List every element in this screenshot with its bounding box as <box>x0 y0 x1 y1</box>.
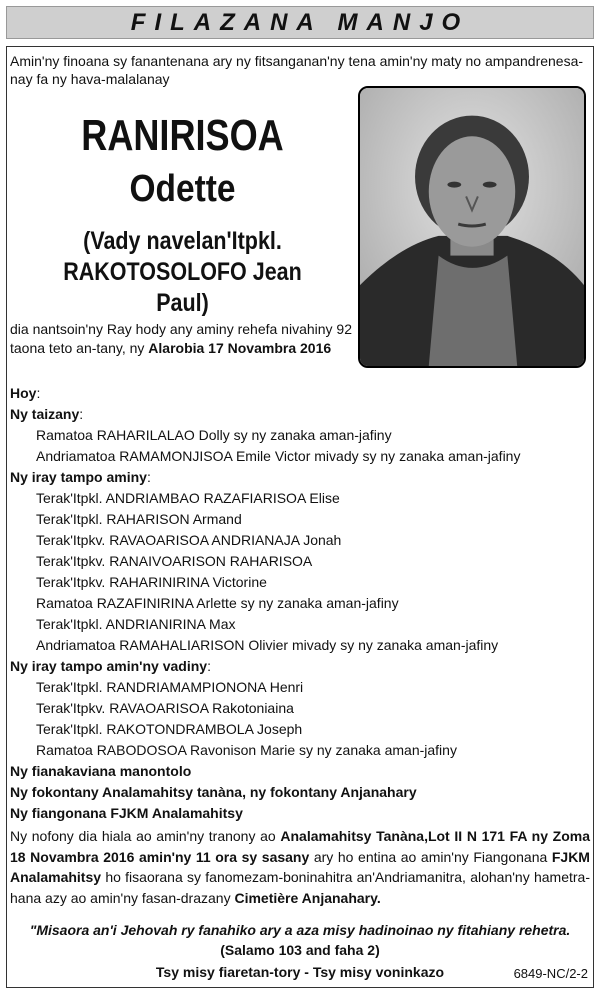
deceased-surname: RANIRISOA <box>81 111 284 160</box>
section3-title: Ny iray tampo amin'ny vadiny <box>10 658 208 674</box>
funeral-location: Analamahitsy Tanàna,Lot II N 171 FA ny Zoma 18 Novambra 2016 amin'ny 11 ora sy sasany <box>10 828 591 865</box>
section-heading: Ny iray tampo aminy: <box>10 469 151 485</box>
bible-quote <box>10 920 590 960</box>
section-heading: Ny iray tampo amin'ny vadiny: <box>10 658 211 674</box>
family-member: Ramatoa RAZAFINIRINA Arlette sy ny zanaka aman-jafiny <box>36 595 399 611</box>
reference-code: 6849-NC/2-2 <box>513 966 588 981</box>
death-date: Alarobia 17 Novambra 2016 <box>148 340 332 356</box>
family-member: Terak'Itpkl. RAKOTONDRAMBOLA Joseph <box>36 721 303 737</box>
deceased-given-name: Odette <box>129 168 236 210</box>
funeral-cemetery: Cimetière Anjanahary. <box>234 889 381 906</box>
family-member: Andriamatoa RAMAMONJISOA Emile Victor mivady sy ny zanaka aman-jafiny <box>36 448 521 464</box>
family-member: Terak'Itpkv. RAVAOARISOA Rakotoniaina <box>36 700 294 716</box>
family-member: Andriamatoa RAMAHALIARISON Olivier mivady sy ny zanaka aman-jafiny <box>36 637 499 653</box>
notice-title: FILAZANA MANJO <box>130 8 470 36</box>
family-member: Ramatoa RABODOSOA Ravonison Marie sy ny zanaka aman-jafiny <box>36 742 457 758</box>
funeral-text-1: Ny nofony dia hiala ao amin'ny tranony ao <box>10 828 281 844</box>
family-member: Terak'Itpkl. RANDRIAMAMPIONONA Henri <box>36 679 304 695</box>
section2-title: Ny iray tampo aminy <box>10 469 147 485</box>
family-member: Terak'Itpkv. RAHARINIRINA Victorine <box>36 574 267 590</box>
closing-line: Ny fokontany Analamahitsy tanàna, ny fokontany Anjanahary <box>10 784 417 800</box>
section1-title: Ny taizany <box>10 406 80 422</box>
family-member: Terak'Itpkv. RAVAOARISOA ANDRIANAJA Jonah <box>36 532 342 548</box>
footer-notice: Tsy misy fiaretan-tory - Tsy misy voninkazo <box>155 964 445 980</box>
funeral-details <box>10 826 590 908</box>
death-text: dia nantsoin'ny Ray hody any aminy rehefa nivahiny 92 taona teto an-tany, ny <box>10 321 352 356</box>
funeral-church: FJKM Analamahitsy <box>10 848 590 885</box>
footer <box>10 962 590 982</box>
notice-header <box>6 6 594 39</box>
quote-reference: (Salamo 103 and faha 2) <box>220 942 380 958</box>
closing-line: Ny fiangonana FJKM Analamahitsy <box>10 805 243 821</box>
spouse-line-2: RAKOTOSOLOFO Jean Paul) <box>63 258 302 317</box>
spouse-line-1: (Vady navelan'Itpkl. <box>83 227 282 255</box>
intro-text: Amin'ny finoana sy fanantenana ary ny fitsanganan'ny tena amin'ny maty no ampandrenesa-nay fa ny hava-malalanay <box>10 53 584 87</box>
section-heading: Ny taizany: <box>10 406 84 422</box>
family-list <box>10 383 590 824</box>
closing-line: Ny fianakaviana manontolo <box>10 763 192 779</box>
hoy-label: Hoy <box>10 385 37 401</box>
funeral-text-2: ary ho entina ao amin'ny Fiangonana <box>309 848 552 865</box>
quote-text: "Misaora an'i Jehovah ry fanahiko ary a aza misy hadinoinao ny fitahiany rehetra. <box>29 922 571 938</box>
hoy-line: Hoy: <box>10 385 41 401</box>
family-member: Terak'Itpkl. ANDRIANIRINA Max <box>36 616 236 632</box>
family-member: Terak'Itpkl. ANDRIAMBAO RAZAFIARISOA Elise <box>36 490 340 506</box>
spouse-info <box>34 226 331 319</box>
family-member: Ramatoa RAHARILALAO Dolly sy ny zanaka aman-jafiny <box>36 427 392 443</box>
portrait-photo <box>358 86 586 368</box>
death-notice <box>10 320 355 358</box>
family-member: Terak'Itpkv. RANAIVOARISON RAHARISOA <box>36 553 313 569</box>
funeral-text-3: ho fisaorana sy fanomezam-boninahitra an'Andriamanitra, alohan'ny hametra-hana azy ao amin'ny fasan-drazany <box>10 869 590 906</box>
family-member: Terak'Itpkl. RAHARISON Armand <box>36 511 242 527</box>
